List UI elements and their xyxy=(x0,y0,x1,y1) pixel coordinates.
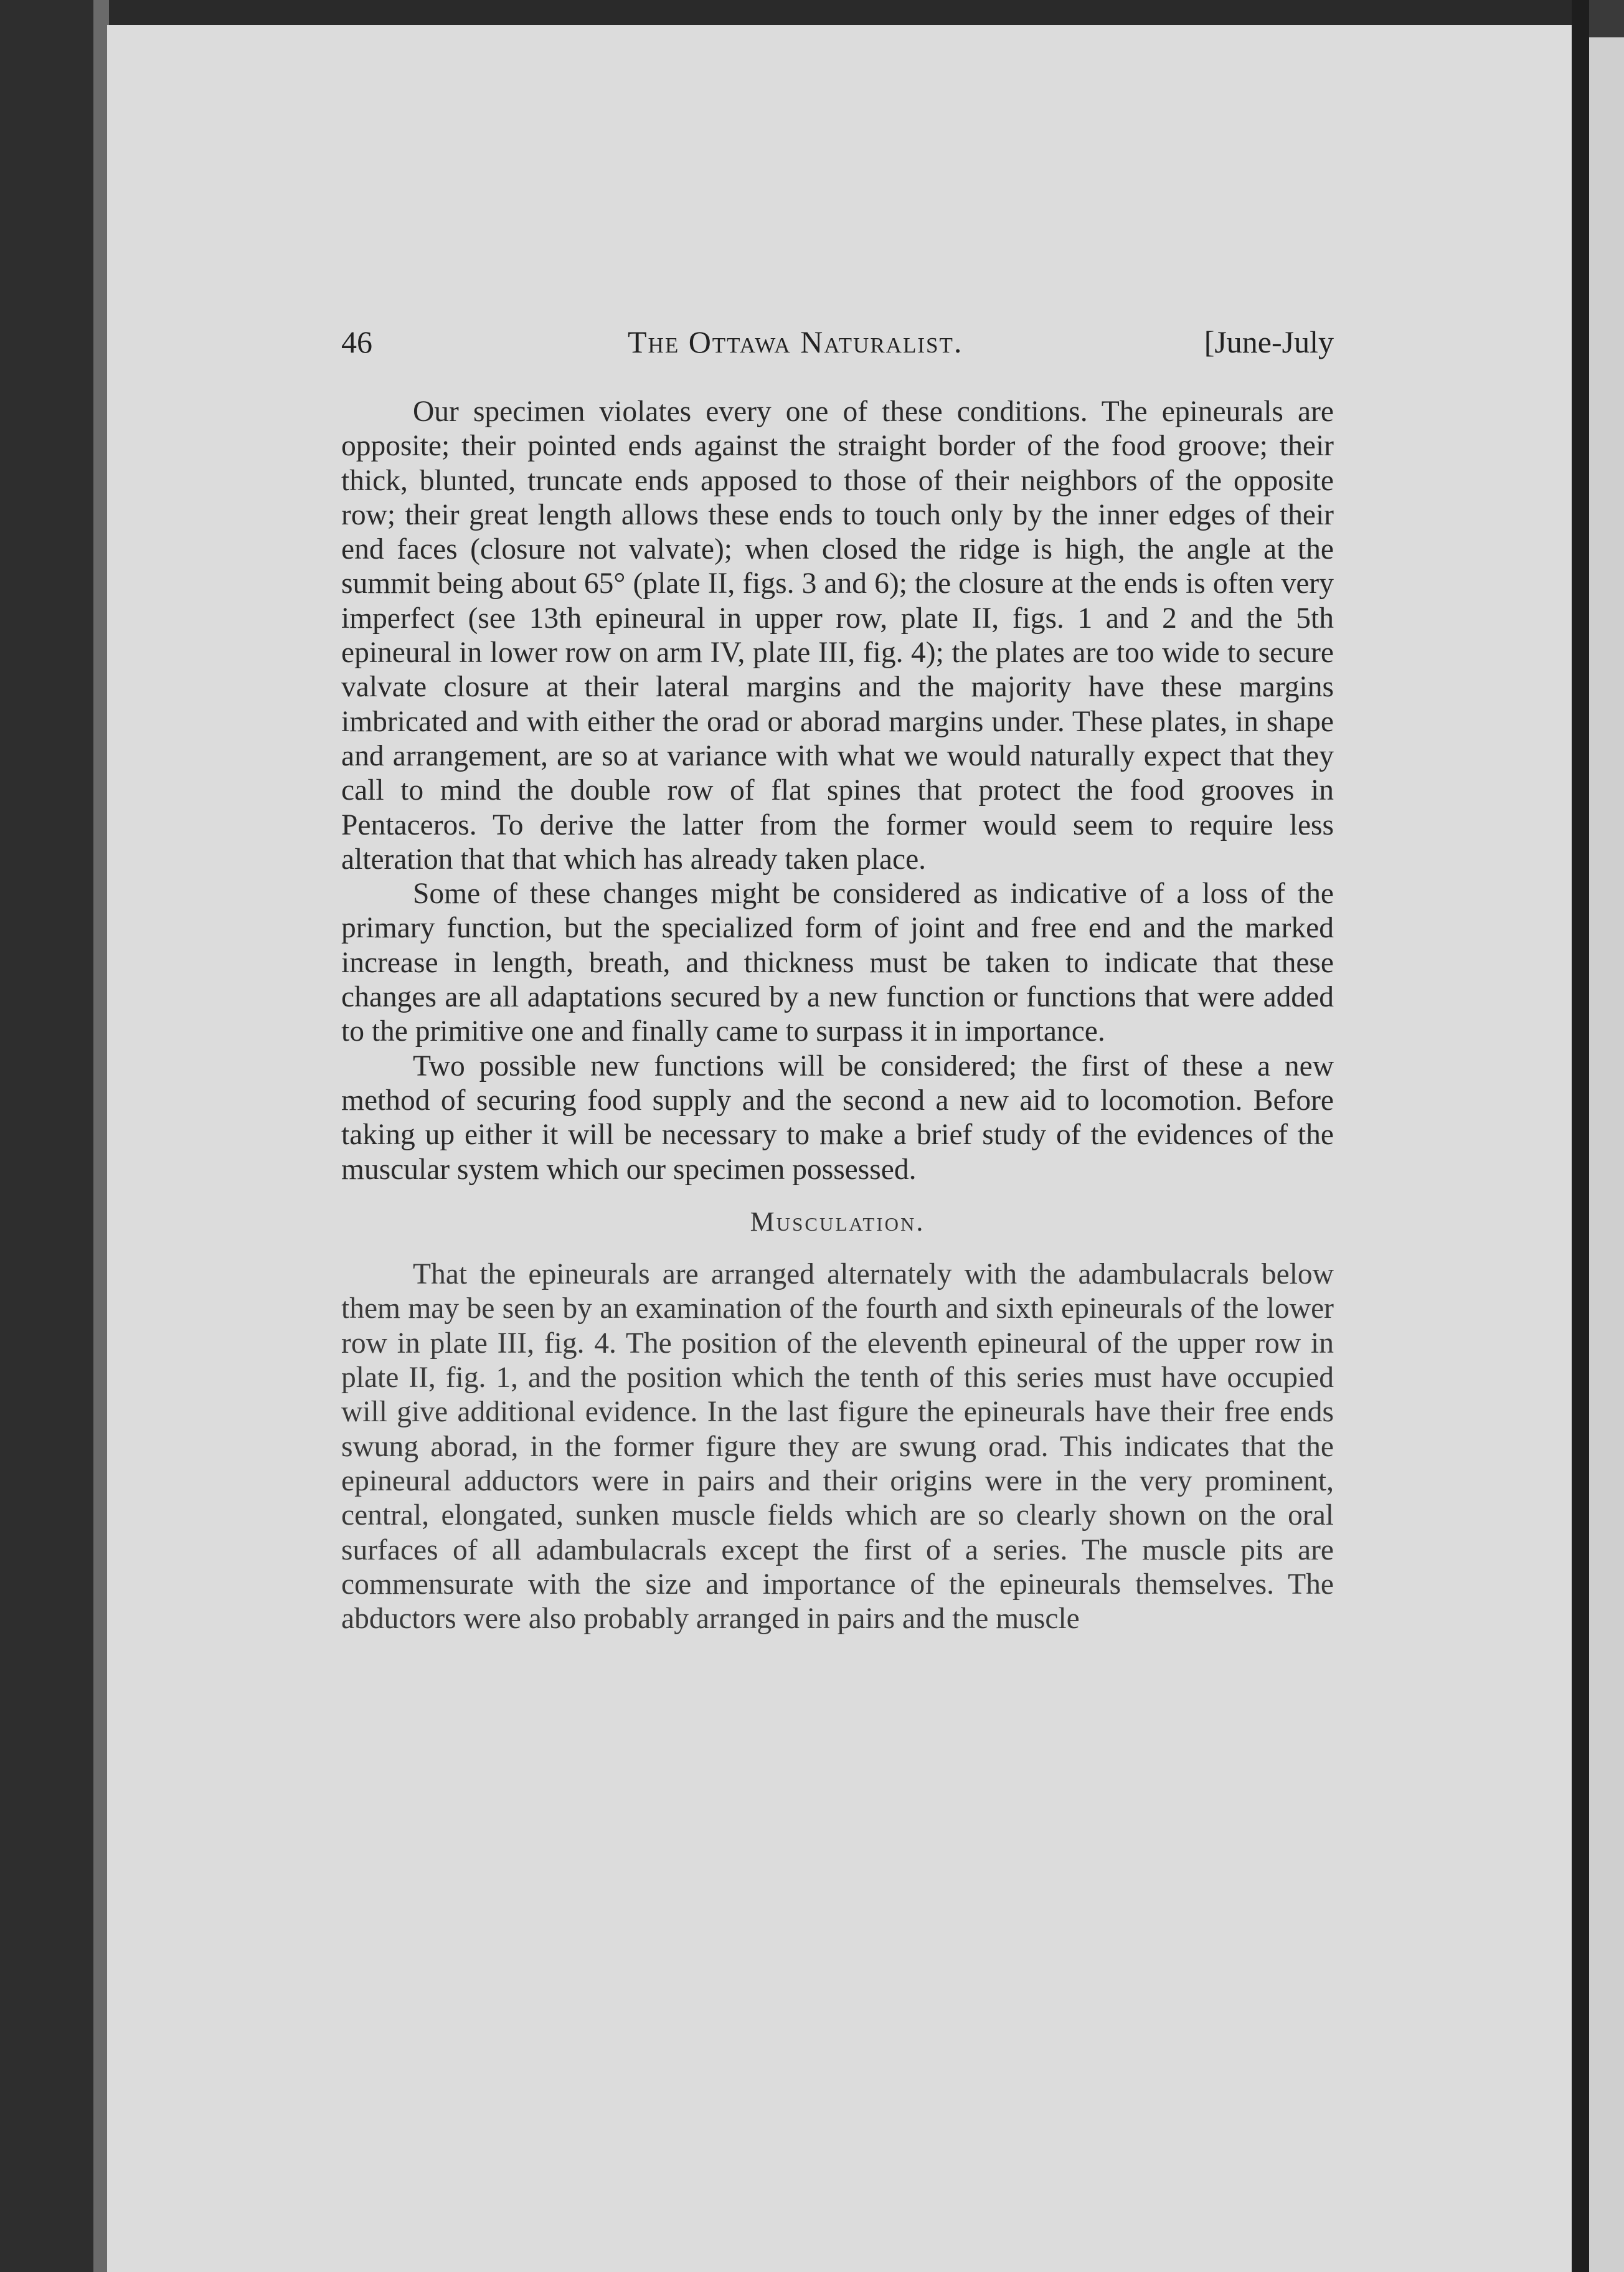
journal-title: The Ottawa Naturalist. xyxy=(628,324,963,359)
paragraph: Two possible new functions will be considered; the first of these a new method of securing food supply and the second a new aid to locomotion. Before taking up either it will be necessary to make a brief study of the evidences of the muscular system which our specimen possessed. xyxy=(341,1049,1334,1186)
paragraph: Some of these changes might be considered as indicative of a loss of the primary function, but the specialized form of joint and free end and the marked increase in length, breath, and thickness must be taken to indicate that these changes are all adaptations secured by a new function or functions that were added to the primitive one and finally came to surpass it in importance. xyxy=(341,878,1334,1048)
issue-date: [June-July xyxy=(1204,324,1334,359)
scan-left-margin xyxy=(0,0,97,2272)
scan-top-border xyxy=(93,0,1588,26)
section-heading: Musculation. xyxy=(750,1206,925,1237)
running-header xyxy=(341,324,1334,374)
page-number: 46 xyxy=(341,324,372,359)
paragraph: Our specimen violates every one of these conditions. The epineurals are opposite; their pointed ends against the straight border of the food groove; their thick, blunted, truncate ends apposed to those of their neighbors of the opposite row; their great length allows these ends to touch only by the inner edges of their end faces (closure not valvate); when closed the ridge is high, the angle at the summit being about 65° (plate II, figs. 3 and 6); the closure at the ends is often very imperfect (see 13th epineural in upper row, plate II, figs. 1 and 2 and the 5th epineural in lower row on arm IV, plate III, fig. 4); the plates are too wide to secure valvate closure at their lateral margins and the majority have these margins imbricated and with either the orad or aborad margins under. These plates, in shape and arrangement, are so at variance with what we would naturally expect that they call to mind the double row of flat spines that protect the food grooves in Pentaceros. To derive the latter from the former would seem to require less alteration that that which has already taken place. xyxy=(341,395,1334,876)
adjacent-page-edge xyxy=(1589,37,1624,2272)
paragraph: That the epineurals are arranged alternately with the adambulacrals below them may be seen by an examination of the fourth and sixth epineurals of the lower row in plate III, fig. 4. The position of the eleventh epineural of the upper row in plate II, fig. 1, and the position which the tenth of this series must have occupied will give additional evidence. In the last figure the epineurals have their free ends swung aborad, in the former figure they are swung orad. This indicates that the epineural adductors were in pairs and their origins were in the very prominent, central, elongated, sunken muscle fields which are so clearly shown on the oral surfaces of all adambulacrals except the first of a series. The muscle pits are commensurate with the size and importance of the epineurals themselves. The abductors were also probably arranged in pairs and the muscle xyxy=(341,1258,1334,1635)
body-text xyxy=(341,395,1334,1636)
book-gutter xyxy=(1572,0,1589,2272)
